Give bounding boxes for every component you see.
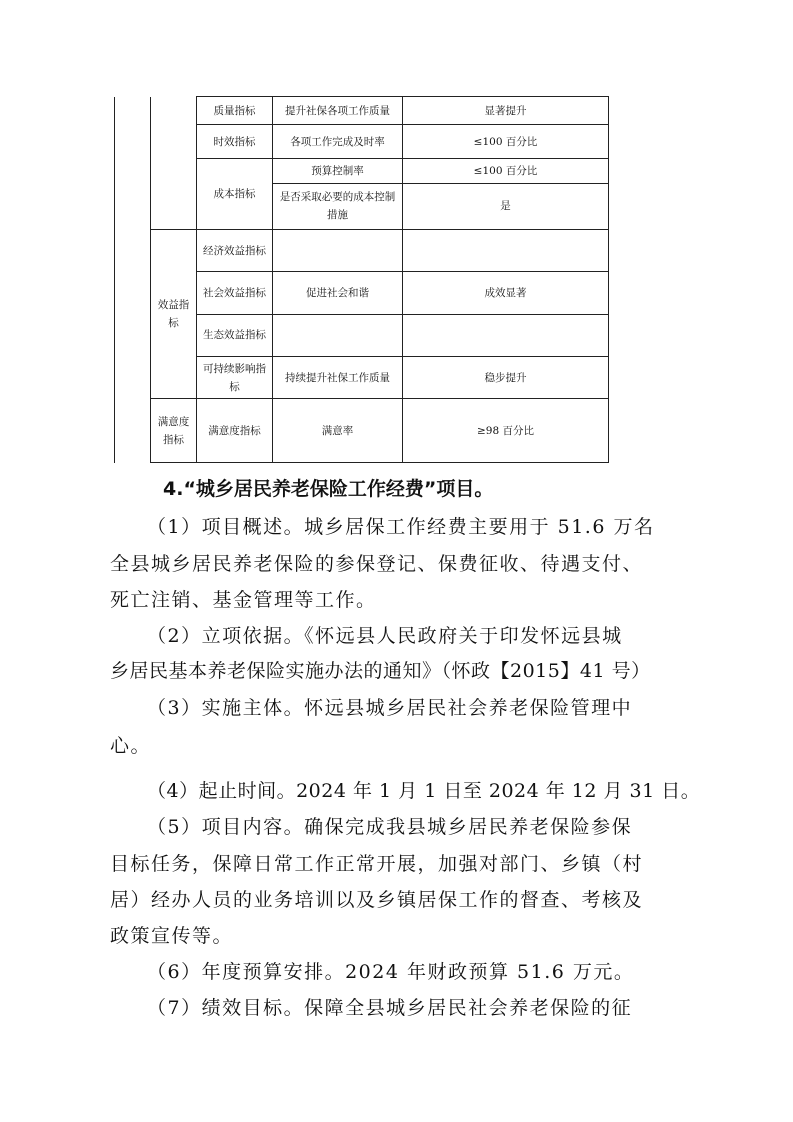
paragraph-line: （3）实施主体。怀远县城乡居民社会养老保险管理中 (147, 697, 633, 719)
table-cell-value: 稳步提升 (403, 357, 609, 399)
table-cell-value: 是 (403, 183, 609, 229)
table-cell-description: 预算控制率 (273, 159, 403, 183)
paragraph-line: 乡居民基本养老保险实施办法的通知》（怀政【2015】41 号） (110, 660, 651, 682)
table-cell-indicator: 可持续影响指标 (197, 357, 273, 399)
paragraph-line: （6）年度预算安排。2024 年财政预算 51.6 万元。 (147, 961, 635, 983)
paragraph-line: 居）经办人员的业务培训以及乡镇居保工作的督查、考核及 (110, 889, 644, 911)
table-cell-level2: 满意度指标 (151, 399, 197, 463)
table-cell-description: 提升社保各项工作质量 (273, 97, 403, 125)
table-cell-indicator: 社会效益指标 (197, 272, 273, 314)
paragraph-line: （5）项目内容。确保完成我县城乡居民养老保险参保 (147, 816, 633, 838)
table-row (115, 399, 609, 463)
table-cell-indicator: 时效指标 (197, 125, 273, 159)
table-cell-description: 持续提升社保工作质量 (273, 357, 403, 399)
paragraph-line: 目标任务，保障日常工作正常开展，加强对部门、乡镇（村 (110, 853, 644, 875)
table-row (115, 97, 609, 125)
paragraph-line: （2）立项依据。《怀远县人民政府关于印发怀远县城 (147, 625, 623, 647)
table-cell-value: ≥98 百分比 (403, 399, 609, 463)
table-cell-value: 成效显著 (403, 272, 609, 314)
paragraph-line: （1）项目概述。城乡居保工作经费主要用于 51.6 万名 (147, 516, 655, 538)
table-cell-indicator: 质量指标 (197, 97, 273, 125)
section-heading: 4.“城乡居民养老保险工作经费”项目。 (163, 478, 494, 500)
table-cell-description: 是否采取必要的成本控制措施 (273, 183, 403, 229)
table-cell-indicator: 经济效益指标 (197, 230, 273, 272)
table-cell-level2: 效益指标 (151, 230, 197, 399)
performance-indicator-table (114, 96, 609, 463)
table-cell-description (273, 314, 403, 356)
table-cell-value (403, 230, 609, 272)
table-cell-value: 显著提升 (403, 97, 609, 125)
paragraph-line: 死亡注销、基金管理等工作。 (110, 589, 377, 611)
paragraph-line: （4）起止时间。2024 年 1 月 1 日至 2024 年 12 月 31 日。 (147, 780, 701, 802)
table-cell-indicator: 成本指标 (197, 159, 273, 230)
table-cell-level1 (115, 97, 151, 463)
table-cell-description: 促进社会和谐 (273, 272, 403, 314)
table-cell-value: ≤100 百分比 (403, 125, 609, 159)
table-cell-value: ≤100 百分比 (403, 159, 609, 183)
table-cell-description: 各项工作完成及时率 (273, 125, 403, 159)
paragraph-line: 全县城乡居民养老保险的参保登记、保费征收、待遇支付、 (110, 553, 644, 575)
table-cell-description: 满意率 (273, 399, 403, 463)
table-row (115, 230, 609, 272)
table-cell-indicator: 满意度指标 (197, 399, 273, 463)
table-cell-level2 (151, 97, 197, 230)
table-cell-value (403, 314, 609, 356)
table-cell-description (273, 230, 403, 272)
table-cell-indicator: 生态效益指标 (197, 314, 273, 356)
paragraph-line: 政策宣传等。 (110, 925, 234, 947)
paragraph-line: （7）绩效目标。保障全县城乡居民社会养老保险的征 (147, 997, 633, 1019)
paragraph-line: 心。 (110, 735, 152, 757)
